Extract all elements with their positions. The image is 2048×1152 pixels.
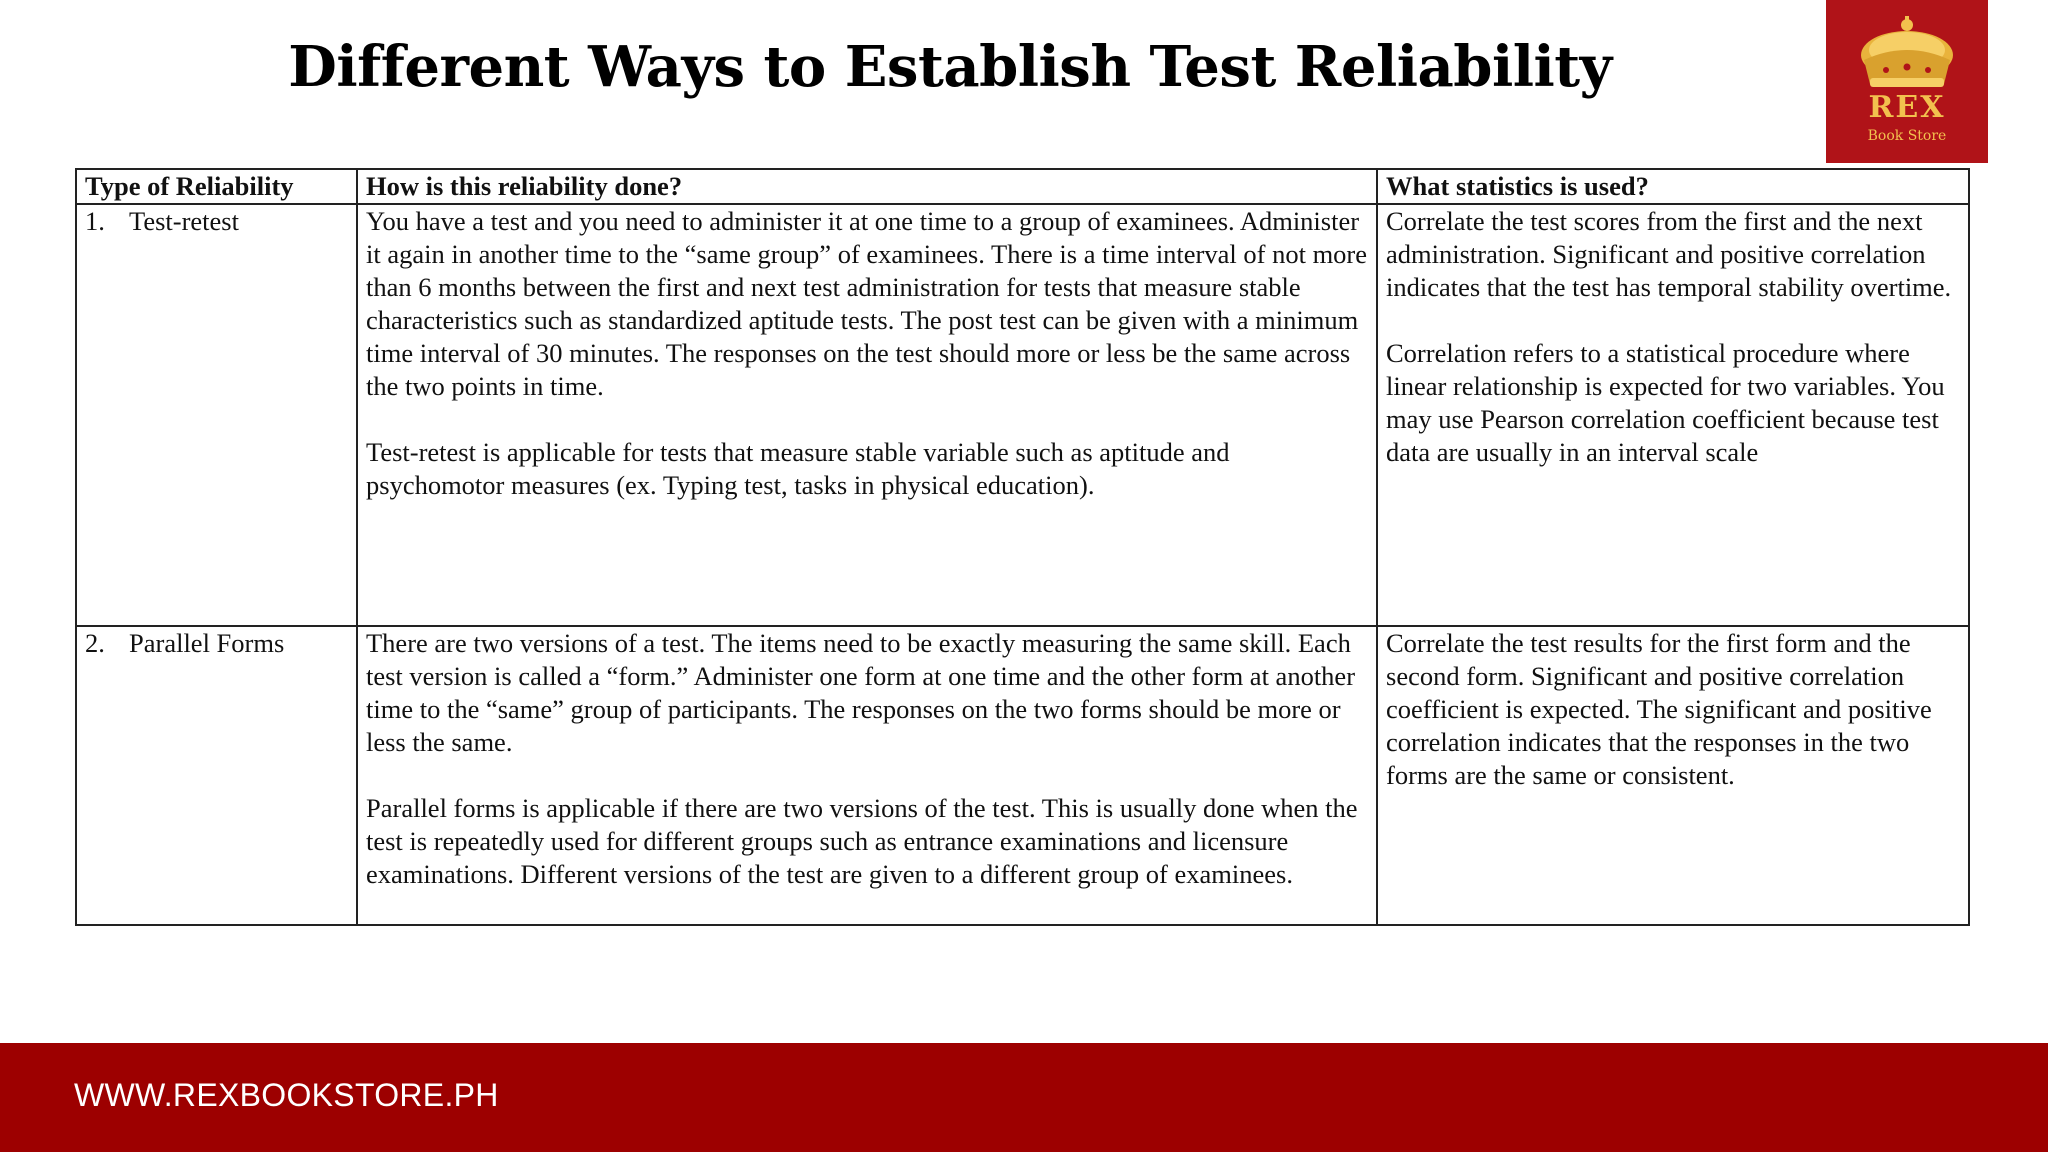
reliability-table bbox=[75, 168, 1970, 926]
table-row bbox=[76, 626, 1969, 925]
table-row bbox=[76, 204, 1969, 626]
how-paragraph: There are two versions of a test. The items need to be exactly measuring the same skill. Each test version is called a “form.” Administer one form at one time and the other form at another time to the “same” group of participants. The responses on the two forms should be more or less the same. bbox=[366, 628, 1356, 757]
row-number: 1. bbox=[85, 206, 105, 236]
logo-subtitle: Book Store bbox=[1867, 128, 1947, 144]
statistics-cell bbox=[1377, 204, 1969, 626]
slide-title: Different Ways to Establish Test Reliability bbox=[288, 34, 1612, 100]
statistics-paragraph: Correlate the test scores from the first and the next administration. Significant and positive correlation indicates that the test has temporal stability overtime. bbox=[1386, 206, 1952, 302]
row-number: 2. bbox=[85, 628, 105, 658]
header-type: Type of Reliability bbox=[76, 169, 357, 204]
type-cell bbox=[76, 204, 357, 626]
footer-url[interactable]: WWW.REXBOOKSTORE.PH bbox=[74, 1077, 499, 1113]
statistics-paragraph: Correlate the test results for the first form and the second form. Significant and positive correlation coefficient is expected. The significant and positive correlation indicates that the responses in the two forms are the same or consistent. bbox=[1386, 628, 1932, 790]
how-paragraph: You have a test and you need to administer it at one time to a group of examinees. Administer it again in another time to the “same group” of examinees. There is a time interval of not more than 6 months between the first and next test administration for tests that measure stable characteristics such as standardized aptitude tests. The post test can be given with a minimum time interval of 30 minutes. The responses on the test should more or less be the same across the two points in time. bbox=[366, 206, 1368, 401]
type-cell bbox=[76, 626, 357, 925]
reliability-type: Test-retest bbox=[129, 206, 239, 236]
statistics-cell bbox=[1377, 626, 1969, 925]
statistics-paragraph: Correlation refers to a statistical procedure where linear relationship is expected for two variables. You may use Pearson correlation coefficient because test data are usually in an interval scale bbox=[1386, 338, 1945, 467]
how-paragraph: Parallel forms is applicable if there are two versions of the test. This is usually done when the test is repeatedly used for different groups such as entrance examinations and licensure examinations. Different versions of the test are given to a different group of examinees. bbox=[366, 793, 1358, 889]
header-how: How is this reliability done? bbox=[357, 169, 1377, 204]
reliability-type: Parallel Forms bbox=[129, 628, 285, 658]
table-header-row bbox=[76, 169, 1969, 204]
header-statistics: What statistics is used? bbox=[1377, 169, 1969, 204]
footer-bar bbox=[0, 1043, 2048, 1152]
logo-name: REX bbox=[1868, 90, 1946, 125]
how-cell bbox=[357, 626, 1377, 925]
rex-logo bbox=[1826, 0, 1988, 163]
how-paragraph: Test-retest is applicable for tests that measure stable variable such as aptitude and psychomotor measures (ex. Typing test, tasks in physical education). bbox=[366, 437, 1230, 500]
how-cell bbox=[357, 204, 1377, 626]
